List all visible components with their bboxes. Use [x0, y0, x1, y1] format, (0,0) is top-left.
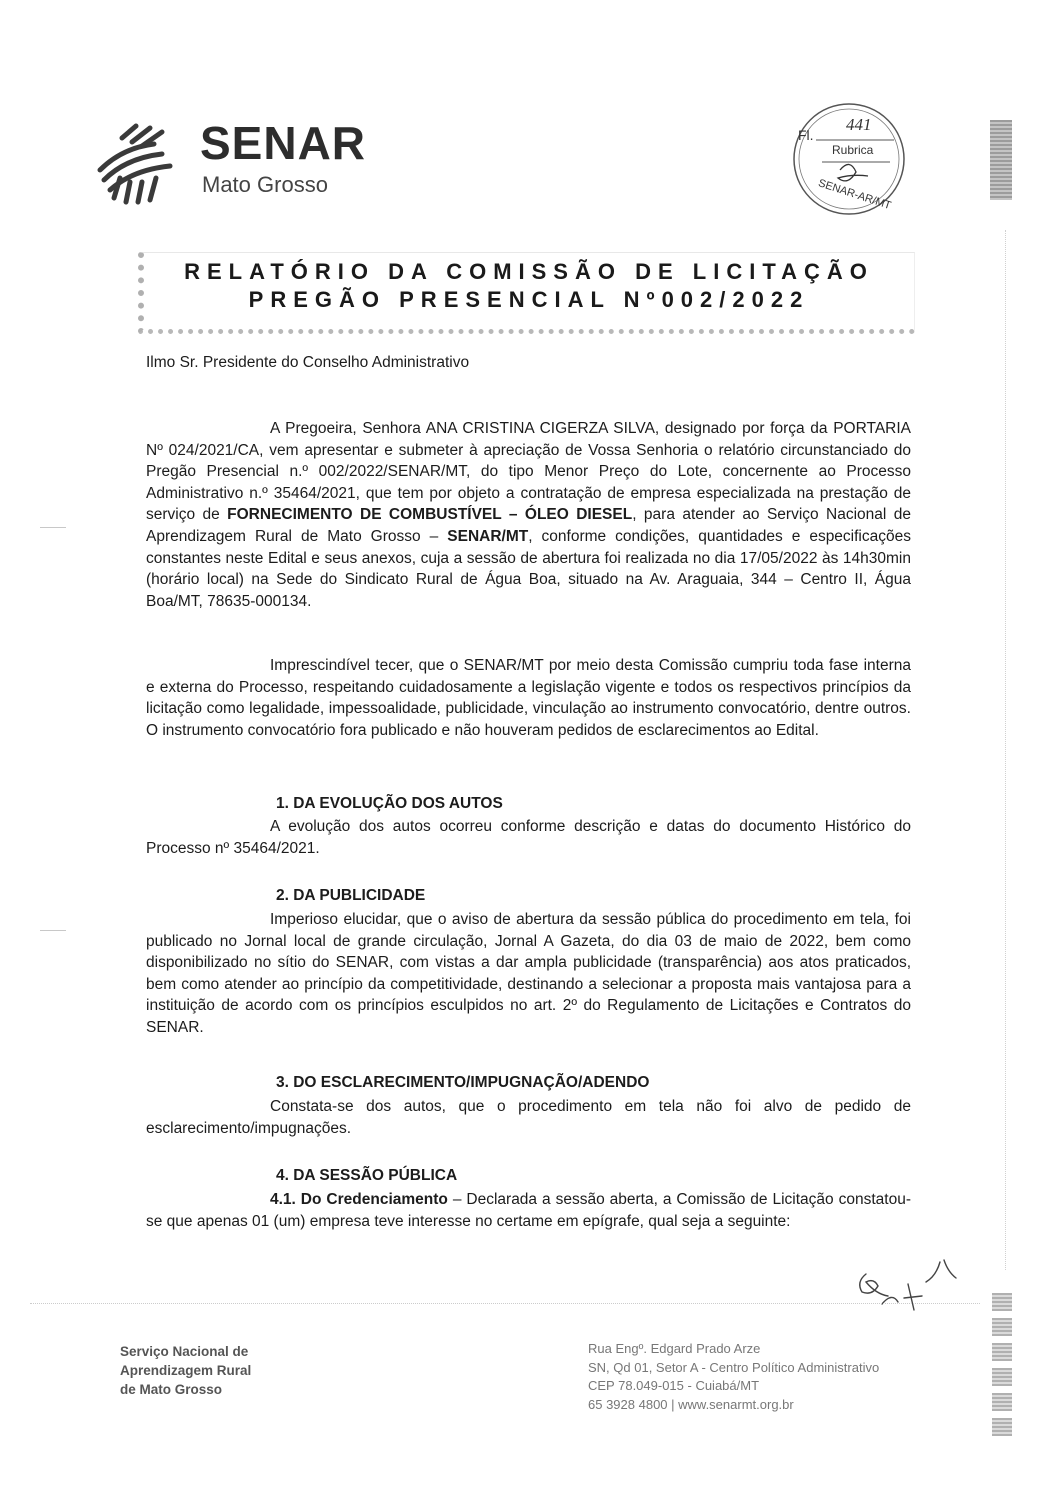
stamp-signature: [838, 164, 868, 180]
section-1-heading: 1. DA EVOLUÇÃO DOS AUTOS: [276, 795, 503, 812]
senar-logo-icon: [92, 118, 192, 206]
stamp-org: SENAR-AR/MT: [816, 177, 893, 213]
footer-org-line: Aprendizagem Rural: [120, 1363, 252, 1378]
scan-margin-mark: [992, 1393, 1012, 1411]
stamp-rubrica: Rubrica: [832, 143, 874, 157]
scan-margin-mark: [992, 1318, 1012, 1336]
scan-edge-line: [1005, 230, 1007, 1270]
scan-margin-mark: [992, 1293, 1012, 1311]
credenciamento-label: 4.1. Do Credenciamento: [270, 1191, 448, 1208]
footer-address: [588, 1340, 879, 1414]
section-3-heading: 3. DO ESCLARECIMENTO/IMPUGNAÇÃO/ADENDO: [276, 1074, 650, 1091]
footer-divider: [30, 1303, 980, 1304]
intro-paragraph: [146, 418, 911, 612]
document-title-box: [138, 252, 915, 334]
footer-address-line: CEP 78.049-015 - Cuiabá/MT: [588, 1378, 760, 1393]
footer-org-line: de Mato Grosso: [120, 1382, 223, 1397]
scan-margin-mark: [990, 120, 1012, 200]
document-title: RELATÓRIO DA COMISSÃO DE LICITAÇÃO: [184, 259, 874, 284]
salutation: Ilmo Sr. Presidente do Conselho Administrativo: [146, 354, 470, 371]
footer-address-line: SN, Qd 01, Setor A - Centro Político Administrativo: [588, 1359, 880, 1375]
logo-region: Mato Grosso: [202, 172, 328, 197]
stamp-fl-label: Fl.: [798, 127, 814, 143]
footer-organization: [120, 1342, 251, 1399]
footer-contact-line: 65 3928 4800 | www.senarmt.org.br: [588, 1396, 794, 1412]
section-2-heading: 2. DA PUBLICIDADE: [276, 887, 426, 904]
document-subtitle: PREGÃO PRESENCIAL Nº002/2022: [248, 287, 810, 312]
page-stamp: [790, 100, 908, 218]
credenciamento-text: – Declarada a sessão aberta, a Comissão de Licitação constatou-se que apenas 01 (um) empresa teve interesse no certame em epígrafe, qual seja a seguinte:: [146, 1191, 911, 1230]
footer-address-line: Rua Engº. Edgard Prado Arze: [588, 1341, 761, 1356]
section-2-text: Imperioso elucidar, que o aviso de abertura da sessão pública do procedimento em tela, foi publicado no Jornal local de grande circulação, Jornal A Gazeta, do dia 03 de maio de 2022, bem como disponibilizado no sítio do SENAR, com vistas a dar ampla publicidade (transparência) aos atos praticados, bem como atender ao princípio da competitividade, destinando a selecionar a proposta mais vantajosa para a instituição de acordo com os princípios esculpidos no art. 2º do Regulamento de Licitações e Contratos do SENAR.: [146, 911, 911, 1036]
stamp-fl-number: 441: [846, 115, 872, 134]
section-4-heading: 4. DA SESSÃO PÚBLICA: [276, 1167, 458, 1184]
logo-name: SENAR: [200, 117, 367, 169]
scan-margin-mark: [992, 1343, 1012, 1361]
section-1-text: A evolução dos autos ocorreu conforme descrição e datas do documento Histórico do Processo nº 35464/2021.: [146, 818, 911, 857]
intro-text-1: A Pregoeira, Senhora ANA CRISTINA CIGERZA SILVA, designado por força da PORTARIA Nº 024/2021/CA, vem apresentar e submeter à apreciação de Vossa Senhoria o relatório circunstanciado do Pregão Presencial n.º 002/2022/SENAR/MT, do tipo Menor Preço do Lote, concernente ao Processo Administrativo n.º 35464/2021, que tem por objeto a contratação de empresa especializada na prestação de serviço de: [146, 420, 911, 524]
handwritten-initials: [848, 1252, 968, 1322]
footer-org-line: Serviço Nacional de: [120, 1344, 249, 1359]
scan-margin-mark: [992, 1368, 1012, 1386]
section-4-text: [146, 1189, 911, 1232]
intro-object: FORNECIMENTO DE COMBUSTÍVEL – ÓLEO DIESEL: [227, 506, 633, 524]
intro-org: SENAR/MT: [447, 527, 529, 545]
intro-text-3: , conforme condições, quantidades e especificações constantes neste Edital e seus anexos, cuja a sessão de abertura foi realizada no dia 17/05/2022 às 14h30min (horário local) na Sede do Sindicato Rural de Água Boa, situado na Av. Araguaia, 344 – Centro II, Água Boa/MT, 78635-000134.: [146, 527, 911, 610]
section-3-text: Constata-se dos autos, que o procedimento em tela não foi alvo de pedido de esclarecimento/impugnações.: [146, 1098, 911, 1137]
scan-margin-tick: [40, 930, 66, 931]
scan-margin-tick: [40, 527, 66, 528]
scan-margin-mark: [992, 1418, 1012, 1436]
intro-text-2: , para atender ao Serviço Nacional de Aprendizagem Rural de Mato Grosso –: [146, 506, 912, 545]
process-paragraph: Imprescindível tecer, que o SENAR/MT por meio desta Comissão cumpriu toda fase interna e externa do Processo, respeitando cuidadosamente a legislação vigente e todos os respectivos princípios da licitação como legalidade, impessoalidade, publicidade, vinculação ao instrumento convocatório, dentre outros. O instrumento convocatório fora publicado e não houveram pedidos de esclarecimentos ao Edital.: [146, 657, 911, 739]
